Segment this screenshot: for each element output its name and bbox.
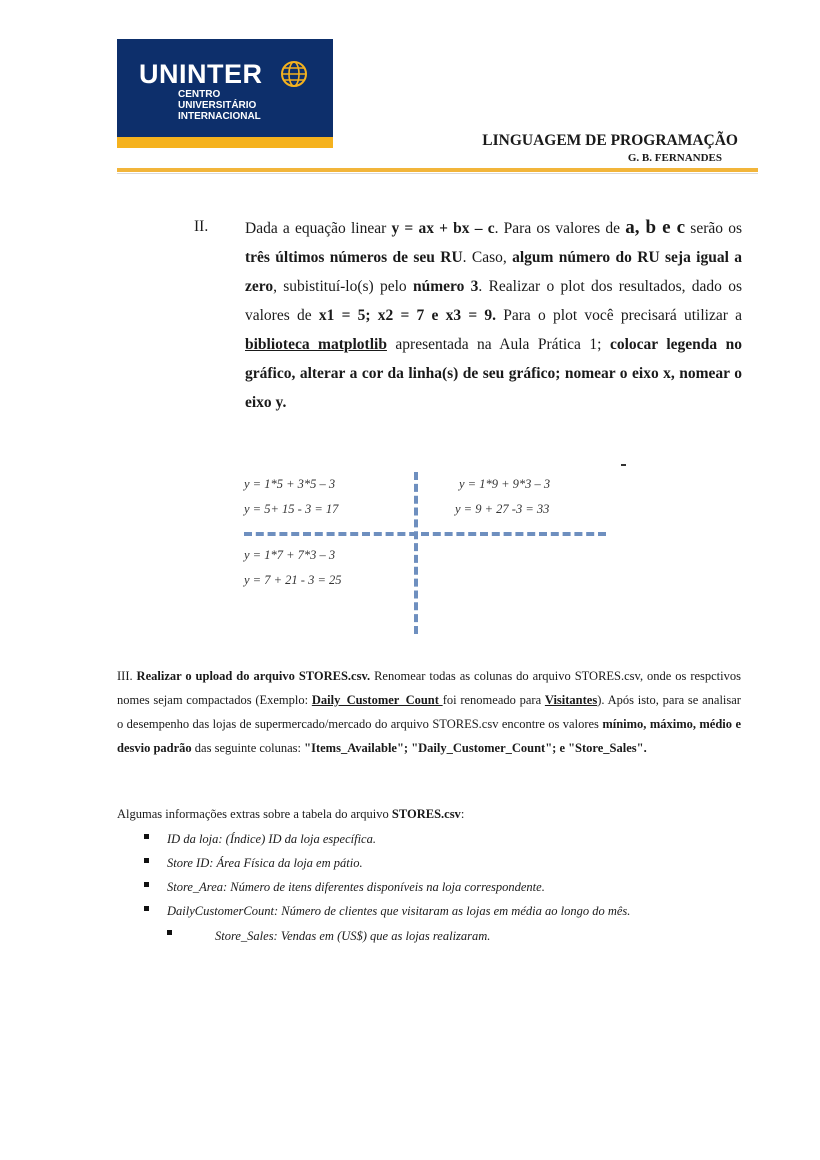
calc-x1-formula: y = 1*5 + 3*5 – 3 bbox=[244, 477, 336, 491]
text-segment: três últimos números de seu RU bbox=[245, 249, 463, 266]
text-segment: a, b e c bbox=[625, 217, 686, 238]
text-segment: número 3 bbox=[412, 278, 479, 295]
text-segment: y = ax + bx – c bbox=[391, 220, 495, 237]
logo-wordmark: UNINTER bbox=[139, 59, 263, 89]
bullet-square-icon bbox=[144, 858, 149, 863]
text-segment: . Caso, bbox=[462, 249, 513, 266]
text-segment: serão os bbox=[685, 220, 742, 237]
bullet-square-icon bbox=[144, 882, 149, 887]
text-segment: . Para os valores de bbox=[494, 220, 626, 237]
dashed-divider-horizontal bbox=[244, 532, 606, 536]
bullet-square-icon bbox=[144, 834, 149, 839]
header-rule-shadow bbox=[117, 173, 758, 174]
text-segment: III. bbox=[117, 669, 137, 683]
text-segment: Daily_Customer_Count bbox=[311, 693, 443, 707]
text-segment: . Realizar o plot dos resultados, dado os valores de bbox=[245, 278, 742, 324]
calc-x2-formula: y = 1*7 + 7*3 – 3 bbox=[244, 548, 336, 562]
text-segment: , subistituí-lo(s) pelo bbox=[273, 278, 413, 295]
text-segment: algum número do RU seja igual a zero bbox=[245, 249, 743, 295]
text-segment: mínimo, máximo, médio e desvio padrão bbox=[117, 717, 741, 755]
text-segment: "Items_Available"; "Daily_Customer_Count"; e "Store_Sales". bbox=[304, 741, 647, 755]
text-segment: biblioteca matplotlib bbox=[245, 336, 387, 353]
course-title: LINGUAGEM DE PROGRAMAÇÃO bbox=[482, 132, 738, 149]
dashed-divider-vertical bbox=[414, 472, 418, 634]
globe-icon bbox=[279, 59, 309, 89]
question-2-text bbox=[245, 213, 742, 417]
text-segment: foi renomeado para bbox=[442, 693, 545, 707]
extras-item: Store ID: Área Física da loja em pátio. bbox=[167, 856, 363, 870]
text-segment: Visitantes bbox=[544, 693, 598, 707]
calc-x3-formula: y = 1*9 + 9*3 – 3 bbox=[459, 477, 551, 491]
extras-intro bbox=[117, 807, 464, 822]
calc-x2-result: y = 7 + 21 - 3 = 25 bbox=[244, 573, 342, 587]
extras-item: ID da loja: (Índice) ID da loja específica. bbox=[167, 832, 376, 846]
logo-line-3: INTERNACIONAL bbox=[178, 111, 261, 122]
bullet-square-icon bbox=[144, 906, 149, 911]
text-segment: ). Após isto, para se analisar o desempenho das lojas de supermercado/mercado do arquivo STORES.csv encontre os valores bbox=[117, 693, 741, 731]
text-segment: colocar legenda no gráfico, alterar a cor da linha(s) de seu gráfico; nomear o eixo x, nomear o eixo y. bbox=[245, 336, 742, 411]
extras-item: Store_Area: Número de itens diferentes disponíveis na loja correspondente. bbox=[167, 880, 545, 894]
uninter-logo bbox=[117, 39, 333, 148]
bullet-square-icon bbox=[167, 930, 172, 935]
text-segment: Renomear todas as colunas do arquivo STORES.csv, onde os respctivos nomes sejam compactados (Exemplo: bbox=[117, 669, 741, 707]
logo-subtitle bbox=[178, 89, 261, 122]
text-segment: das seguinte colunas: bbox=[191, 741, 305, 755]
extras-item: DailyCustomerCount: Número de clientes que visitaram as lojas em média ao longo do mês. bbox=[167, 904, 631, 918]
extras-intro-prefix: Algumas informações extras sobre a tabela do arquivo bbox=[117, 807, 392, 821]
logo-band bbox=[117, 137, 333, 148]
calc-x1-result: y = 5+ 15 - 3 = 17 bbox=[244, 502, 339, 516]
text-segment: Para o plot você precisará utilizar a bbox=[496, 307, 742, 324]
logo-line-1: CENTRO bbox=[178, 89, 221, 100]
header-rule bbox=[117, 168, 758, 172]
author-name: G. B. FERNANDES bbox=[627, 152, 722, 164]
text-segment: Realizar o upload do arquivo STORES.csv. bbox=[136, 669, 371, 683]
text-segment: x1 = 5; x2 = 7 e x3 = 9. bbox=[318, 307, 497, 324]
extras-item: Store_Sales: Vendas em (US$) que as lojas realizaram. bbox=[215, 929, 491, 943]
stray-mark bbox=[621, 464, 626, 466]
extras-intro-suffix: : bbox=[460, 807, 465, 821]
question-2-number: II. bbox=[194, 218, 209, 235]
text-segment: apresentada na Aula Prática 1; bbox=[386, 336, 610, 353]
text-segment: Dada a equação linear bbox=[245, 220, 392, 237]
question-3-text bbox=[117, 664, 741, 760]
logo-line-2: UNIVERSITÁRIO bbox=[178, 100, 257, 111]
calc-x3-result: y = 9 + 27 -3 = 33 bbox=[455, 502, 550, 516]
extras-intro-file: STORES.csv bbox=[391, 807, 461, 821]
